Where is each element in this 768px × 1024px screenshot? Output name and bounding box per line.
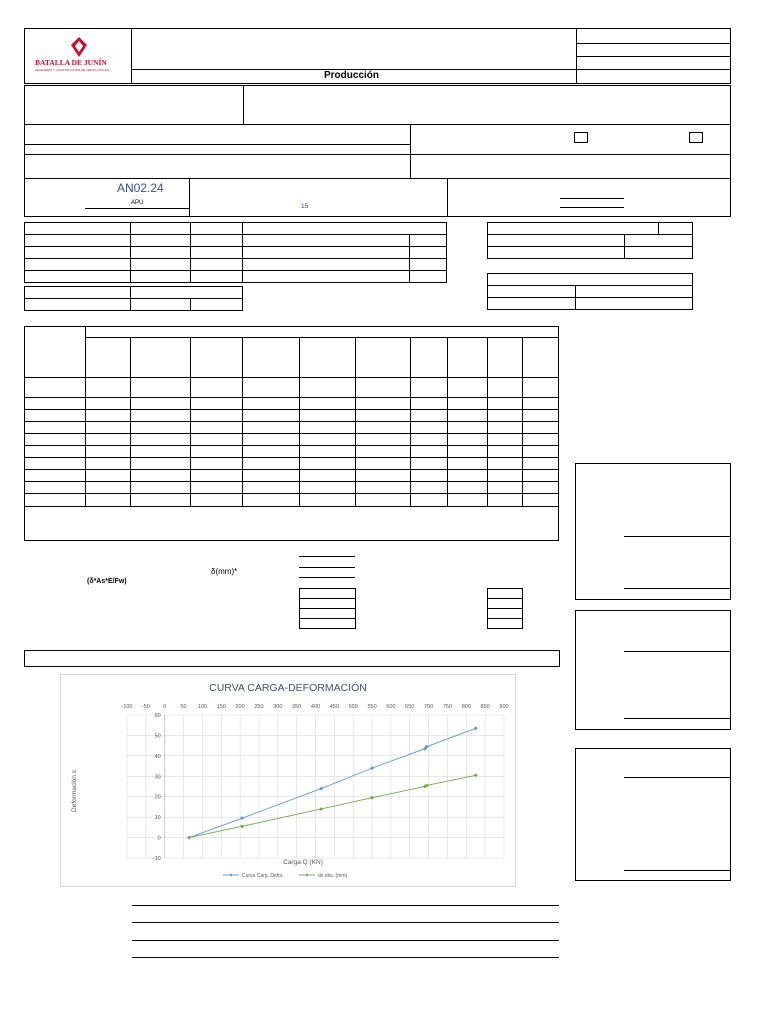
info-row-line (25, 178, 730, 179)
y-tick-label: 30 (154, 774, 161, 781)
info-row-line (25, 154, 730, 155)
formula-table-1 (299, 588, 356, 629)
info-divider (243, 86, 244, 124)
apu-code: AN02.24 (117, 181, 164, 195)
header-row-line (576, 56, 730, 57)
series-line-1 (189, 775, 476, 837)
x-tick-label: 450 (329, 704, 339, 710)
chart-container (60, 674, 516, 887)
x-tick-label: 50 (180, 704, 187, 710)
y-tick-label: 0 (157, 835, 161, 842)
data-point (474, 773, 478, 777)
x-tick-label: 600 (386, 704, 396, 710)
x-tick-label: 150 (216, 704, 226, 710)
panel-line (624, 536, 730, 537)
load-table (24, 326, 560, 536)
data-table-right-bottom (487, 273, 693, 310)
info-divider (189, 178, 190, 216)
header-block (24, 28, 731, 84)
x-tick-label: 250 (254, 704, 264, 710)
header-row-line (576, 43, 730, 44)
data-point (240, 816, 244, 820)
info-row-line (25, 124, 730, 125)
x-tick-label: 550 (367, 704, 377, 710)
signature-line (560, 198, 624, 199)
panel-line (624, 588, 730, 589)
signature-line (132, 957, 559, 958)
info-divider (410, 124, 411, 178)
info-divider (447, 178, 448, 216)
header-row-line (131, 69, 730, 70)
panel-line (624, 870, 730, 871)
y-axis-label: Deformación s (71, 770, 78, 812)
result-bar (24, 650, 560, 667)
signature-line (132, 922, 559, 923)
signature-line (132, 905, 559, 906)
x-tick-label: 350 (292, 704, 302, 710)
formula-line (299, 577, 355, 578)
x-tick-label: 800 (461, 704, 471, 710)
data-point (474, 726, 478, 730)
logo-text: BATALLA DE JUNÍN (35, 58, 107, 67)
data-table-left (24, 222, 447, 283)
x-tick-label: 100 (197, 704, 207, 710)
x-tick-label: 500 (348, 704, 358, 710)
chart-title: CURVA CARGA-DEFORMACIÓN (209, 682, 367, 694)
legend-marker (229, 873, 232, 876)
data-point (370, 796, 374, 800)
apu-number: 15 (301, 203, 309, 210)
x-tick-label: 200 (235, 704, 245, 710)
formula-expression: (δ*As*E/Fw) (87, 578, 127, 585)
info-row-line (25, 144, 410, 145)
chart-series (187, 726, 478, 839)
x-tick-label: 0 (163, 704, 167, 710)
data-point (370, 766, 374, 770)
x-tick-label: 650 (405, 704, 415, 710)
x-tick-label: -100 (121, 704, 133, 710)
panel-line (624, 651, 730, 652)
chart-grid (127, 715, 504, 858)
y-tick-label: -10 (152, 856, 161, 862)
logo-subtitle: INGENIERÍA Y CONSTRUCCIÓN DE OBRAS CIVILES (35, 68, 109, 72)
side-panel-2 (575, 610, 731, 730)
data-point (240, 824, 244, 828)
checkbox-2[interactable] (689, 132, 703, 143)
formula-line (299, 567, 355, 568)
x-axis-label: Carga Q (KN) (283, 859, 323, 866)
x-tick-label: 700 (424, 704, 434, 710)
legend-label: ds obs. (mm) (318, 873, 348, 879)
data-table-right-top (487, 222, 693, 259)
x-tick-label: 750 (442, 704, 453, 710)
side-panel-3 (575, 748, 731, 881)
y-tick-label: 20 (154, 794, 161, 801)
logo-mark-icon (67, 37, 91, 57)
data-table-left-lower (24, 286, 243, 311)
chart-ticks (121, 704, 508, 862)
x-tick-label: -50 (141, 704, 150, 710)
y-tick-label: 60 (154, 713, 161, 719)
legend-label: Curva Carg. Defor. (242, 873, 284, 879)
apu-label: APU (131, 200, 144, 206)
checkbox-1[interactable] (574, 132, 588, 143)
company-logo (33, 35, 125, 75)
x-tick-label: 400 (310, 704, 321, 710)
load-deformation-chart (61, 675, 515, 886)
series-line-0 (189, 728, 476, 837)
data-point (187, 836, 191, 840)
formula-line (299, 556, 355, 557)
header-divider (131, 29, 132, 83)
x-tick-label: 900 (499, 704, 509, 710)
legend-marker (305, 873, 308, 876)
y-tick-label: 40 (154, 753, 161, 760)
y-tick-label: 50 (154, 733, 161, 740)
formula-delta-label: δ(mm)* (211, 567, 238, 576)
panel-line (624, 777, 730, 778)
info-block (24, 85, 731, 217)
side-panel-1 (575, 463, 731, 600)
apu-underline (85, 208, 189, 209)
panel-line (624, 718, 730, 719)
x-tick-label: 850 (480, 704, 490, 710)
x-tick-label: 300 (273, 704, 283, 710)
y-tick-label: 10 (154, 815, 161, 822)
data-point (319, 787, 323, 791)
signature-line (132, 940, 559, 941)
chart-legend (223, 873, 348, 879)
data-point (319, 807, 323, 811)
section-title: Producción (324, 70, 380, 81)
formula-table-2 (487, 588, 523, 629)
signature-line (560, 207, 624, 208)
